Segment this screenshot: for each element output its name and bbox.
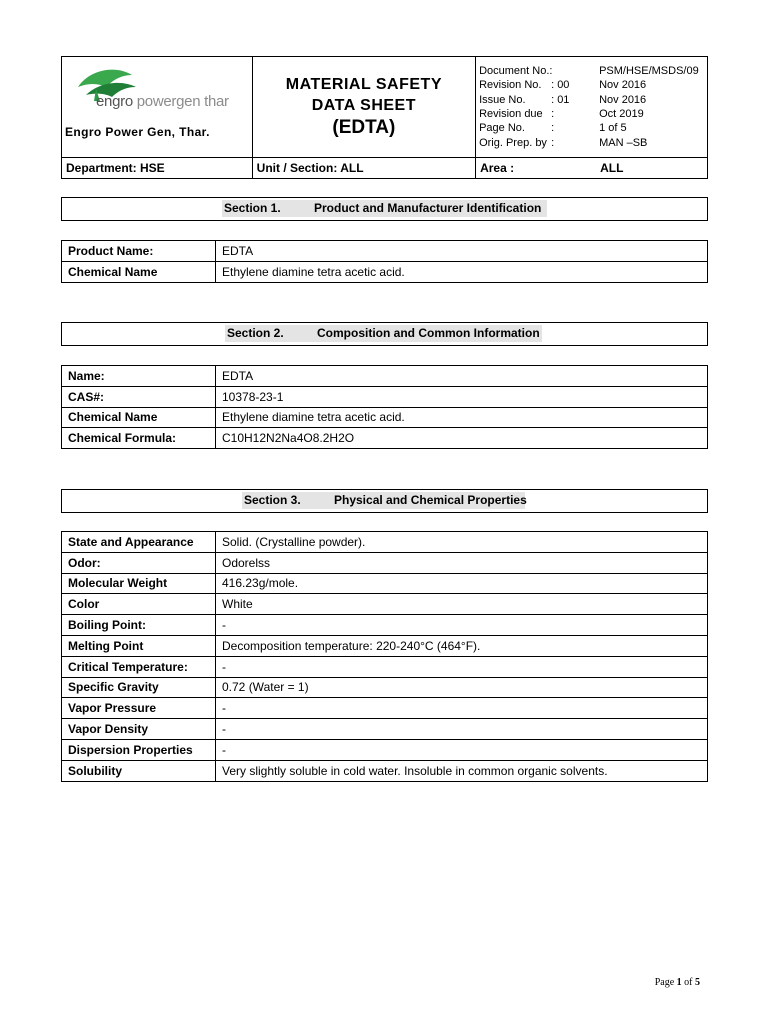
- row-label: Color: [62, 594, 216, 615]
- row-value: Decomposition temperature: 220-240°C (464°F).: [216, 635, 708, 656]
- logo-cell: [62, 57, 253, 158]
- table-row: [62, 428, 708, 449]
- section-title: Composition and Common Information: [317, 326, 540, 340]
- doc-title-line2: DATA SHEET: [311, 97, 416, 114]
- area-label: Area :: [480, 161, 515, 175]
- section-number: Section 1.: [224, 201, 281, 215]
- row-value: C10H12N2Na4O8.2H2O: [216, 428, 708, 449]
- meta-row: Orig. Prep. by : MAN –SB: [479, 136, 648, 149]
- row-label: Vapor Density: [62, 719, 216, 740]
- section-number: Section 2.: [227, 326, 284, 340]
- meta-row: Page No. : 1 of 5: [479, 122, 627, 135]
- row-value: EDTA: [216, 366, 708, 387]
- row-value: -: [216, 739, 708, 760]
- row-label: Molecular Weight: [62, 573, 216, 594]
- row-value: -: [216, 719, 708, 740]
- row-label: Name:: [62, 366, 216, 387]
- table-row: [62, 656, 708, 677]
- table-row: [62, 594, 708, 615]
- section-1-table: [61, 240, 708, 283]
- section-3-table: [61, 531, 708, 782]
- section-2-header: [61, 322, 708, 346]
- table-row: [62, 386, 708, 407]
- table-row: [62, 719, 708, 740]
- area-value: ALL: [600, 161, 624, 175]
- table-row: [62, 261, 708, 282]
- meta-row: Revision No. : 00 Nov 2016: [479, 79, 647, 92]
- row-value: Odorelss: [216, 552, 708, 573]
- row-value: Very slightly soluble in cold water. Insoluble in common organic solvents.: [216, 760, 708, 781]
- row-label: Chemical Formula:: [62, 428, 216, 449]
- table-row: [62, 760, 708, 781]
- row-label: Boiling Point:: [62, 615, 216, 636]
- table-row: [62, 739, 708, 760]
- doc-title-line3: (EDTA): [332, 117, 396, 138]
- row-value: 416.23g/mole.: [216, 573, 708, 594]
- row-value: Solid. (Crystalline powder).: [216, 532, 708, 553]
- table-row: [62, 552, 708, 573]
- area-cell: [476, 158, 708, 179]
- section-title: Product and Manufacturer Identification: [314, 201, 542, 215]
- unit-cell: Unit / Section: ALL: [252, 158, 475, 179]
- row-label: Dispersion Properties: [62, 739, 216, 760]
- row-value: White: [216, 594, 708, 615]
- row-label: Specific Gravity: [62, 677, 216, 698]
- row-value: -: [216, 615, 708, 636]
- row-value: EDTA: [216, 241, 708, 262]
- meta-row: Revision due : Oct 2019: [479, 108, 644, 120]
- company-name: Engro Power Gen, Thar.: [65, 125, 210, 139]
- document-meta: [476, 57, 708, 158]
- row-value: -: [216, 656, 708, 677]
- department-cell: Department: HSE: [62, 158, 253, 179]
- document-header: [61, 56, 708, 179]
- logo-wordmark: engro powergen thar: [96, 93, 229, 110]
- row-value: 0.72 (Water = 1): [216, 677, 708, 698]
- table-row: [62, 241, 708, 262]
- table-row: [62, 366, 708, 387]
- table-row: [62, 677, 708, 698]
- title-cell: [252, 57, 475, 158]
- table-row: [62, 573, 708, 594]
- row-label: Vapor Pressure: [62, 698, 216, 719]
- row-value: Ethylene diamine tetra acetic acid.: [216, 261, 708, 282]
- row-label: Product Name:: [62, 241, 216, 262]
- meta-row: Issue No. : 01 Nov 2016: [479, 93, 647, 106]
- table-row: [62, 635, 708, 656]
- doc-title-line1: MATERIAL SAFETY: [285, 76, 442, 93]
- table-row: [62, 532, 708, 553]
- table-row: [62, 698, 708, 719]
- row-value: 10378-23-1: [216, 386, 708, 407]
- row-label: Solubility: [62, 760, 216, 781]
- row-value: Ethylene diamine tetra acetic acid.: [216, 407, 708, 428]
- row-label: Chemical Name: [62, 261, 216, 282]
- meta-row: Document No.: PSM/HSE/MSDS/09: [479, 65, 699, 78]
- row-label: Melting Point: [62, 635, 216, 656]
- row-label: Critical Temperature:: [62, 656, 216, 677]
- row-label: Odor:: [62, 552, 216, 573]
- row-label: State and Appearance: [62, 532, 216, 553]
- section-title: Physical and Chemical Properties: [334, 493, 527, 507]
- page-footer: Page 1 of 5: [654, 977, 700, 988]
- row-label: Chemical Name: [62, 407, 216, 428]
- section-number: Section 3.: [244, 493, 301, 507]
- table-row: [62, 407, 708, 428]
- row-label: CAS#:: [62, 386, 216, 407]
- section-2-table: [61, 365, 708, 449]
- table-row: [62, 615, 708, 636]
- section-3-header: [61, 489, 708, 513]
- row-value: -: [216, 698, 708, 719]
- section-1-header: [61, 197, 708, 221]
